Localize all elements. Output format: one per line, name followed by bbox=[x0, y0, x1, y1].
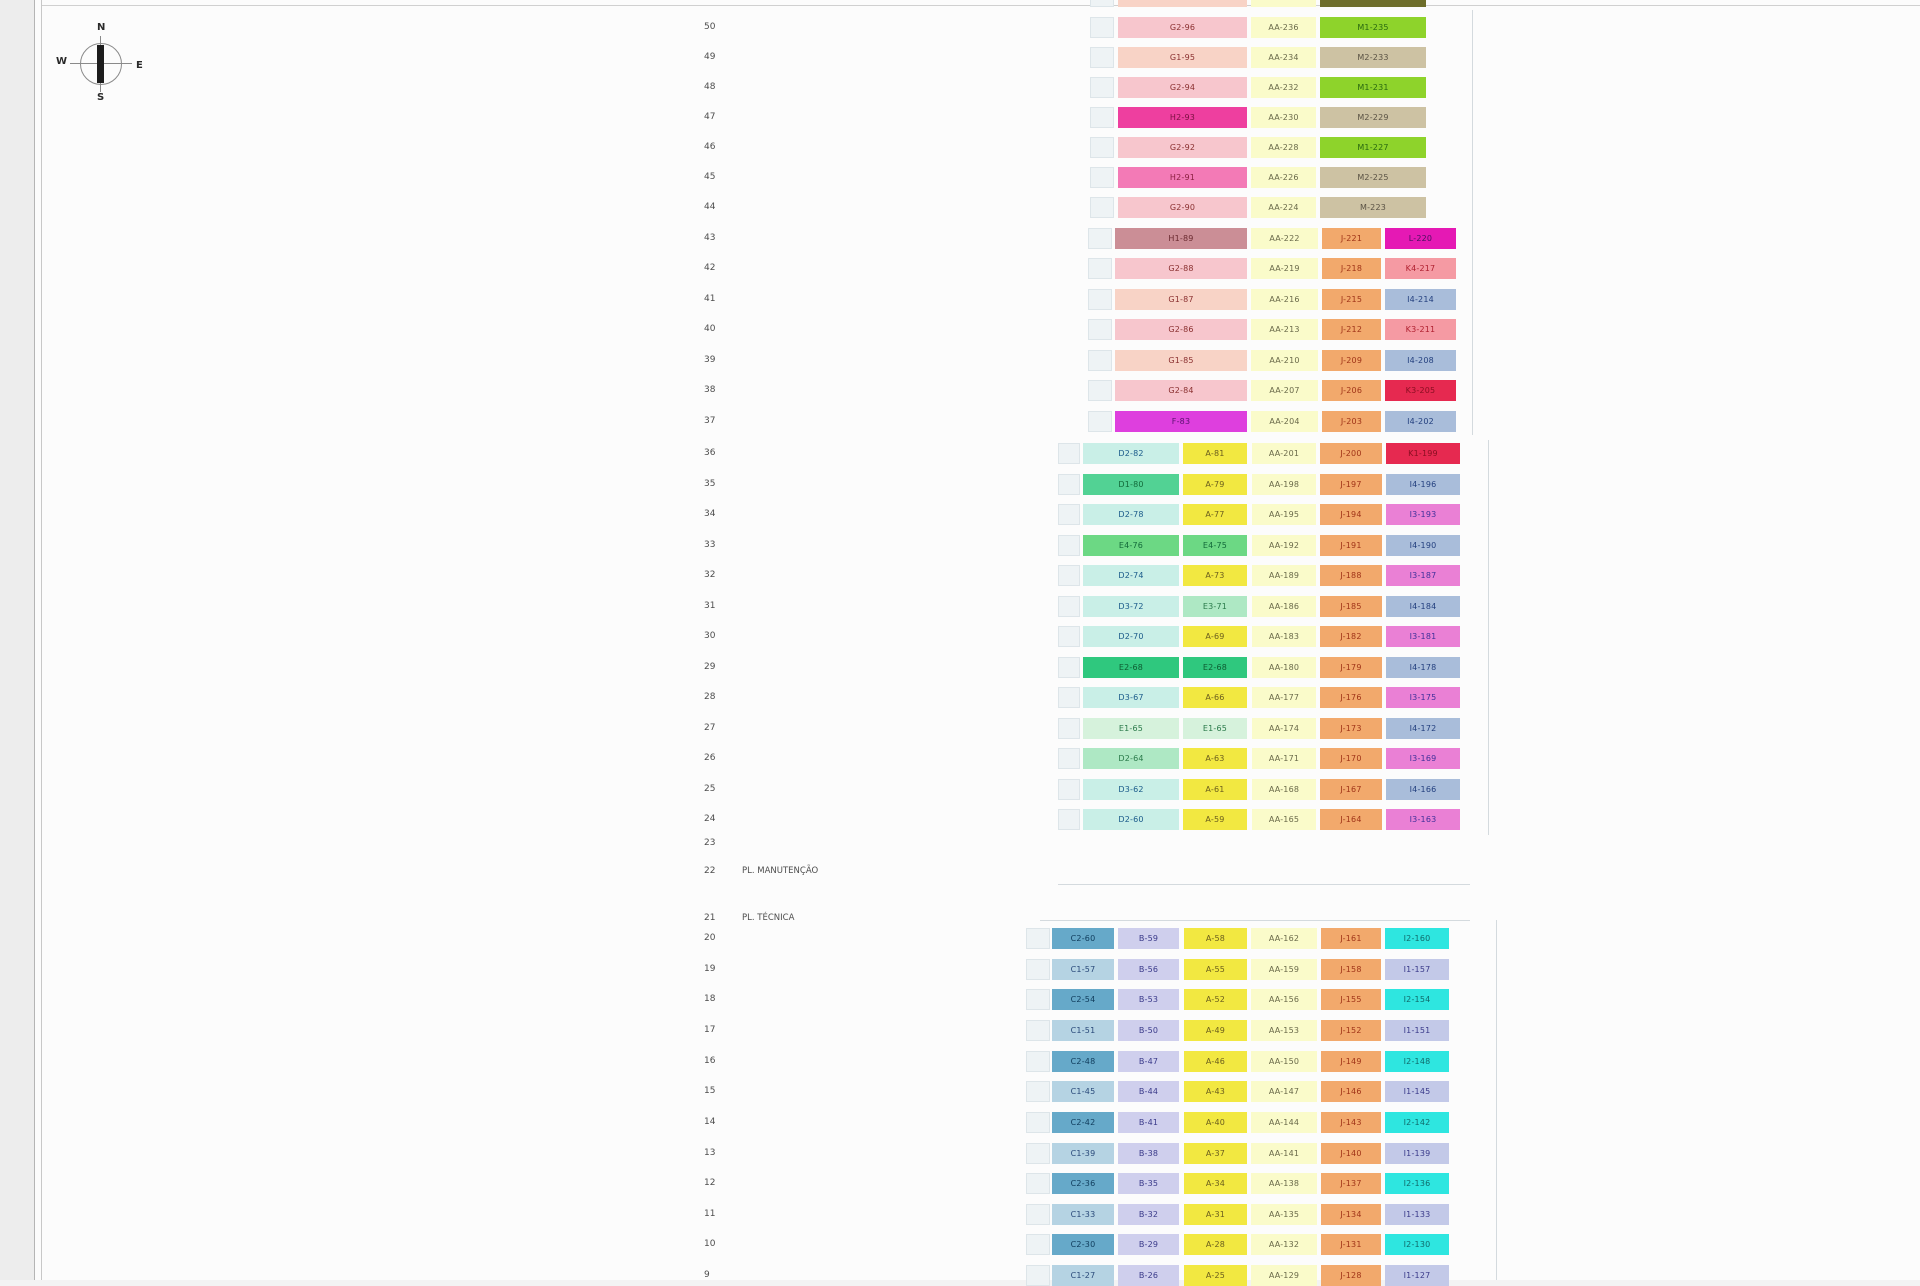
unit-cell: M2-229 bbox=[1320, 107, 1426, 128]
unit-cell: I1-157 bbox=[1385, 959, 1449, 980]
unit-cell: I2-130 bbox=[1385, 1234, 1449, 1255]
unit-cell: AA-147 bbox=[1251, 1081, 1317, 1102]
balcony-outline-cell bbox=[1088, 350, 1112, 371]
unit-cell: H2-93 bbox=[1118, 107, 1247, 128]
unit-cell: H2-91 bbox=[1118, 167, 1247, 188]
building-outline-line bbox=[1496, 920, 1497, 1280]
unit-cell: M1-227 bbox=[1320, 137, 1426, 158]
unit-cell: AA-180 bbox=[1252, 657, 1316, 678]
unit-cell: AA-224 bbox=[1251, 197, 1316, 218]
unit-cell bbox=[1118, 0, 1247, 7]
floor-label: 39 bbox=[704, 355, 716, 365]
unit-cell: I1-145 bbox=[1385, 1081, 1449, 1102]
unit-cell: M2-225 bbox=[1320, 167, 1426, 188]
unit-cell: I2-160 bbox=[1385, 928, 1449, 949]
unit-cell: AA-165 bbox=[1252, 809, 1316, 830]
building-outline-line bbox=[1040, 920, 1470, 921]
unit-cell: J-128 bbox=[1321, 1265, 1381, 1286]
floor-label: 29 bbox=[704, 662, 716, 672]
floor-label: 34 bbox=[704, 509, 716, 519]
unit-cell: M2-233 bbox=[1320, 47, 1426, 68]
unit-cell: D2-70 bbox=[1083, 626, 1179, 647]
balcony-outline-cell bbox=[1090, 167, 1114, 188]
unit-cell: AA-226 bbox=[1251, 167, 1316, 188]
unit-cell: C2-54 bbox=[1052, 989, 1114, 1010]
balcony-outline-cell bbox=[1026, 1143, 1050, 1164]
unit-cell: I3-175 bbox=[1386, 687, 1460, 708]
unit-cell: AA-210 bbox=[1251, 350, 1318, 371]
unit-cell: J-194 bbox=[1320, 504, 1382, 525]
unit-cell: C1-57 bbox=[1052, 959, 1114, 980]
unit-cell: A-59 bbox=[1183, 809, 1247, 830]
sheet-border-top bbox=[42, 5, 1920, 6]
floor-label: 50 bbox=[704, 22, 716, 32]
unit-cell: J-182 bbox=[1320, 626, 1382, 647]
floor-label: 41 bbox=[704, 294, 716, 304]
unit-cell: AA-216 bbox=[1251, 289, 1318, 310]
unit-cell: J-131 bbox=[1321, 1234, 1381, 1255]
unit-cell: AA-222 bbox=[1251, 228, 1318, 249]
balcony-outline-cell bbox=[1058, 443, 1080, 464]
floor-label: 49 bbox=[704, 52, 716, 62]
unit-cell: I4-202 bbox=[1385, 411, 1456, 432]
unit-cell: AA-207 bbox=[1251, 380, 1318, 401]
unit-cell: D2-60 bbox=[1083, 809, 1179, 830]
unit-cell: F-83 bbox=[1115, 411, 1247, 432]
unit-cell: J-155 bbox=[1321, 989, 1381, 1010]
unit-cell: A-34 bbox=[1184, 1173, 1247, 1194]
unit-cell: J-191 bbox=[1320, 535, 1382, 556]
balcony-outline-cell bbox=[1058, 657, 1080, 678]
unit-cell: A-28 bbox=[1184, 1234, 1247, 1255]
unit-cell: J-218 bbox=[1322, 258, 1381, 279]
unit-cell: I1-151 bbox=[1385, 1020, 1449, 1041]
unit-cell: AA-189 bbox=[1252, 565, 1316, 586]
unit-cell: E4-75 bbox=[1183, 535, 1247, 556]
unit-cell: A-49 bbox=[1184, 1020, 1247, 1041]
unit-cell: I4-208 bbox=[1385, 350, 1456, 371]
unit-cell: I4-184 bbox=[1386, 596, 1460, 617]
building-outline-line bbox=[1058, 884, 1470, 885]
unit-cell: I3-193 bbox=[1386, 504, 1460, 525]
unit-cell: J-209 bbox=[1322, 350, 1381, 371]
unit-cell: J-167 bbox=[1320, 779, 1382, 800]
unit-cell: B-38 bbox=[1118, 1143, 1179, 1164]
unit-cell: E4-76 bbox=[1083, 535, 1179, 556]
floor-label: 25 bbox=[704, 784, 716, 794]
sheet-border-line-inner bbox=[41, 0, 42, 1280]
unit-cell: I4-196 bbox=[1386, 474, 1460, 495]
unit-cell: AA-219 bbox=[1251, 258, 1318, 279]
unit-cell: AA-236 bbox=[1251, 17, 1316, 38]
unit-cell: A-79 bbox=[1183, 474, 1247, 495]
unit-cell: G2-96 bbox=[1118, 17, 1247, 38]
unit-cell: I3-163 bbox=[1386, 809, 1460, 830]
unit-cell: D2-74 bbox=[1083, 565, 1179, 586]
unit-cell: AA-144 bbox=[1251, 1112, 1317, 1133]
balcony-outline-cell bbox=[1058, 474, 1080, 495]
unit-cell: I2-136 bbox=[1385, 1173, 1449, 1194]
balcony-outline-cell bbox=[1026, 1265, 1050, 1286]
floor-label: 10 bbox=[704, 1239, 716, 1249]
unit-cell: AA-156 bbox=[1251, 989, 1317, 1010]
compass-south-label: S bbox=[97, 92, 105, 103]
unit-cell: A-43 bbox=[1184, 1081, 1247, 1102]
unit-cell: A-31 bbox=[1184, 1204, 1247, 1225]
balcony-outline-cell bbox=[1026, 1234, 1050, 1255]
unit-cell: D3-67 bbox=[1083, 687, 1179, 708]
unit-cell: A-81 bbox=[1183, 443, 1247, 464]
unit-cell: B-44 bbox=[1118, 1081, 1179, 1102]
floor-label: 37 bbox=[704, 416, 716, 426]
sheet-margin bbox=[0, 0, 34, 1280]
balcony-outline-cell bbox=[1026, 1173, 1050, 1194]
floor-label: 48 bbox=[704, 82, 716, 92]
unit-cell: I2-154 bbox=[1385, 989, 1449, 1010]
unit-cell: A-77 bbox=[1183, 504, 1247, 525]
unit-cell: I1-127 bbox=[1385, 1265, 1449, 1286]
floor-label: 32 bbox=[704, 570, 716, 580]
unit-cell: A-66 bbox=[1183, 687, 1247, 708]
unit-cell: AA-168 bbox=[1252, 779, 1316, 800]
balcony-outline-cell bbox=[1026, 1204, 1050, 1225]
compass-north-label: N bbox=[97, 22, 106, 33]
balcony-outline-cell bbox=[1026, 1020, 1050, 1041]
balcony-outline-cell bbox=[1026, 1081, 1050, 1102]
unit-cell: B-50 bbox=[1118, 1020, 1179, 1041]
unit-cell: J-221 bbox=[1322, 228, 1381, 249]
unit-cell: D3-72 bbox=[1083, 596, 1179, 617]
unit-cell: B-32 bbox=[1118, 1204, 1179, 1225]
floor-label: 14 bbox=[704, 1117, 716, 1127]
compass-needle-icon bbox=[97, 45, 104, 83]
unit-cell: I3-187 bbox=[1386, 565, 1460, 586]
balcony-outline-cell bbox=[1088, 228, 1112, 249]
balcony-outline-cell bbox=[1058, 809, 1080, 830]
unit-cell: A-40 bbox=[1184, 1112, 1247, 1133]
floor-label: 45 bbox=[704, 172, 716, 182]
unit-cell: M-223 bbox=[1320, 197, 1426, 218]
special-floor-label: PL. MANUTENÇÃO bbox=[742, 866, 819, 876]
unit-cell: AA-195 bbox=[1252, 504, 1316, 525]
unit-cell: C2-30 bbox=[1052, 1234, 1114, 1255]
balcony-outline-cell bbox=[1090, 47, 1114, 68]
unit-cell: D2-64 bbox=[1083, 748, 1179, 769]
unit-cell: AA-153 bbox=[1251, 1020, 1317, 1041]
unit-cell: AA-129 bbox=[1251, 1265, 1317, 1286]
unit-cell: I2-148 bbox=[1385, 1051, 1449, 1072]
floor-label: 27 bbox=[704, 723, 716, 733]
unit-cell: J-143 bbox=[1321, 1112, 1381, 1133]
unit-cell: A-69 bbox=[1183, 626, 1247, 647]
unit-cell: C1-27 bbox=[1052, 1265, 1114, 1286]
unit-cell: AA-150 bbox=[1251, 1051, 1317, 1072]
balcony-outline-cell bbox=[1088, 380, 1112, 401]
unit-cell: B-41 bbox=[1118, 1112, 1179, 1133]
unit-cell: AA-138 bbox=[1251, 1173, 1317, 1194]
unit-cell: I4-166 bbox=[1386, 779, 1460, 800]
unit-cell: AA-162 bbox=[1251, 928, 1317, 949]
balcony-outline-cell bbox=[1058, 596, 1080, 617]
unit-cell: B-47 bbox=[1118, 1051, 1179, 1072]
unit-cell: C2-60 bbox=[1052, 928, 1114, 949]
balcony-outline-cell bbox=[1058, 565, 1080, 586]
balcony-outline-cell bbox=[1088, 319, 1112, 340]
unit-cell: J-203 bbox=[1322, 411, 1381, 432]
floor-label: 42 bbox=[704, 263, 716, 273]
floor-label: 12 bbox=[704, 1178, 716, 1188]
unit-cell: I4-190 bbox=[1386, 535, 1460, 556]
unit-cell: J-149 bbox=[1321, 1051, 1381, 1072]
building-outline-line bbox=[1488, 440, 1489, 835]
unit-cell: J-146 bbox=[1321, 1081, 1381, 1102]
unit-cell: A-58 bbox=[1184, 928, 1247, 949]
unit-cell: J-164 bbox=[1320, 809, 1382, 830]
unit-cell: I3-181 bbox=[1386, 626, 1460, 647]
unit-cell: E2-68 bbox=[1083, 657, 1179, 678]
unit-cell: E3-71 bbox=[1183, 596, 1247, 617]
unit-cell: J-188 bbox=[1320, 565, 1382, 586]
floor-label: 46 bbox=[704, 142, 716, 152]
balcony-outline-cell bbox=[1058, 535, 1080, 556]
unit-cell: I4-172 bbox=[1386, 718, 1460, 739]
balcony-outline-cell bbox=[1090, 0, 1114, 7]
floor-label: 23 bbox=[704, 838, 716, 848]
balcony-outline-cell bbox=[1026, 928, 1050, 949]
floor-label: 11 bbox=[704, 1209, 716, 1219]
unit-cell: G1-87 bbox=[1115, 289, 1247, 310]
floor-label: 36 bbox=[704, 448, 716, 458]
unit-cell: B-53 bbox=[1118, 989, 1179, 1010]
unit-cell: AA-141 bbox=[1251, 1143, 1317, 1164]
unit-cell: K1-199 bbox=[1386, 443, 1460, 464]
unit-cell: M1-235 bbox=[1320, 17, 1426, 38]
unit-cell: G2-92 bbox=[1118, 137, 1247, 158]
unit-cell: C1-33 bbox=[1052, 1204, 1114, 1225]
unit-cell: J-212 bbox=[1322, 319, 1381, 340]
floor-label: 38 bbox=[704, 385, 716, 395]
floor-label: 47 bbox=[704, 112, 716, 122]
balcony-outline-cell bbox=[1026, 1051, 1050, 1072]
balcony-outline-cell bbox=[1090, 197, 1114, 218]
unit-cell: J-170 bbox=[1320, 748, 1382, 769]
floor-label: 9 bbox=[704, 1270, 710, 1280]
balcony-outline-cell bbox=[1058, 718, 1080, 739]
unit-cell: B-26 bbox=[1118, 1265, 1179, 1286]
floor-label: 40 bbox=[704, 324, 716, 334]
floor-label: 18 bbox=[704, 994, 716, 1004]
floor-label: 26 bbox=[704, 753, 716, 763]
balcony-outline-cell bbox=[1090, 77, 1114, 98]
unit-cell: G2-84 bbox=[1115, 380, 1247, 401]
unit-cell: J-176 bbox=[1320, 687, 1382, 708]
unit-cell: C1-51 bbox=[1052, 1020, 1114, 1041]
unit-cell: J-161 bbox=[1321, 928, 1381, 949]
floor-label: 31 bbox=[704, 601, 716, 611]
floor-label: 24 bbox=[704, 814, 716, 824]
balcony-outline-cell bbox=[1026, 989, 1050, 1010]
balcony-outline-cell bbox=[1058, 748, 1080, 769]
building-outline-line bbox=[1472, 10, 1473, 435]
unit-cell: K3-205 bbox=[1385, 380, 1456, 401]
unit-cell: G2-94 bbox=[1118, 77, 1247, 98]
unit-cell: I3-169 bbox=[1386, 748, 1460, 769]
unit-cell: C2-36 bbox=[1052, 1173, 1114, 1194]
unit-cell: A-63 bbox=[1183, 748, 1247, 769]
unit-cell: G2-86 bbox=[1115, 319, 1247, 340]
unit-cell: J-152 bbox=[1321, 1020, 1381, 1041]
floor-label: 35 bbox=[704, 479, 716, 489]
unit-cell: I2-142 bbox=[1385, 1112, 1449, 1133]
unit-cell: AA-228 bbox=[1251, 137, 1316, 158]
floor-label: 33 bbox=[704, 540, 716, 550]
unit-cell: J-215 bbox=[1322, 289, 1381, 310]
unit-cell: J-158 bbox=[1321, 959, 1381, 980]
unit-cell: A-73 bbox=[1183, 565, 1247, 586]
unit-cell: AA-177 bbox=[1252, 687, 1316, 708]
unit-cell: D1-80 bbox=[1083, 474, 1179, 495]
unit-cell: M1-231 bbox=[1320, 77, 1426, 98]
floor-label: 22 bbox=[704, 866, 716, 876]
unit-cell: L-220 bbox=[1385, 228, 1456, 249]
unit-cell: J-134 bbox=[1321, 1204, 1381, 1225]
balcony-outline-cell bbox=[1058, 504, 1080, 525]
unit-cell: AA-234 bbox=[1251, 47, 1316, 68]
unit-cell: C1-39 bbox=[1052, 1143, 1114, 1164]
floor-label: 28 bbox=[704, 692, 716, 702]
unit-cell: E1-65 bbox=[1183, 718, 1247, 739]
unit-cell: A-46 bbox=[1184, 1051, 1247, 1072]
floor-label: 17 bbox=[704, 1025, 716, 1035]
balcony-outline-cell bbox=[1088, 289, 1112, 310]
unit-cell: B-59 bbox=[1118, 928, 1179, 949]
unit-cell: I4-178 bbox=[1386, 657, 1460, 678]
unit-cell: B-56 bbox=[1118, 959, 1179, 980]
unit-cell: AA-213 bbox=[1251, 319, 1318, 340]
balcony-outline-cell bbox=[1058, 779, 1080, 800]
unit-cell: AA-159 bbox=[1251, 959, 1317, 980]
unit-cell: D2-82 bbox=[1083, 443, 1179, 464]
compass-rose bbox=[56, 18, 148, 104]
unit-cell bbox=[1320, 0, 1426, 7]
unit-cell: AA-192 bbox=[1252, 535, 1316, 556]
floor-label: 16 bbox=[704, 1056, 716, 1066]
unit-cell: J-185 bbox=[1320, 596, 1382, 617]
unit-cell: K4-217 bbox=[1385, 258, 1456, 279]
balcony-outline-cell bbox=[1090, 17, 1114, 38]
unit-cell: A-55 bbox=[1184, 959, 1247, 980]
unit-cell: C2-42 bbox=[1052, 1112, 1114, 1133]
compass-west-label: W bbox=[56, 56, 68, 67]
unit-cell: AA-230 bbox=[1251, 107, 1316, 128]
unit-cell: G1-95 bbox=[1118, 47, 1247, 68]
unit-cell bbox=[1251, 0, 1316, 7]
unit-cell: AA-232 bbox=[1251, 77, 1316, 98]
balcony-outline-cell bbox=[1088, 258, 1112, 279]
unit-cell: AA-201 bbox=[1252, 443, 1316, 464]
unit-cell: J-140 bbox=[1321, 1143, 1381, 1164]
floor-label: 15 bbox=[704, 1086, 716, 1096]
unit-cell: G2-88 bbox=[1115, 258, 1247, 279]
balcony-outline-cell bbox=[1058, 626, 1080, 647]
unit-cell: A-25 bbox=[1184, 1265, 1247, 1286]
floor-label: 20 bbox=[704, 933, 716, 943]
balcony-outline-cell bbox=[1026, 1112, 1050, 1133]
unit-cell: AA-198 bbox=[1252, 474, 1316, 495]
unit-cell: J-200 bbox=[1320, 443, 1382, 464]
unit-cell: B-29 bbox=[1118, 1234, 1179, 1255]
floor-label: 30 bbox=[704, 631, 716, 641]
unit-cell: AA-135 bbox=[1251, 1204, 1317, 1225]
unit-cell: J-173 bbox=[1320, 718, 1382, 739]
unit-cell: AA-186 bbox=[1252, 596, 1316, 617]
unit-cell: J-179 bbox=[1320, 657, 1382, 678]
unit-cell: G2-90 bbox=[1118, 197, 1247, 218]
unit-cell: E2-68 bbox=[1183, 657, 1247, 678]
floor-label: 21 bbox=[704, 913, 716, 923]
unit-cell: I4-214 bbox=[1385, 289, 1456, 310]
unit-cell: AA-132 bbox=[1251, 1234, 1317, 1255]
unit-cell: A-61 bbox=[1183, 779, 1247, 800]
unit-cell: J-137 bbox=[1321, 1173, 1381, 1194]
balcony-outline-cell bbox=[1090, 137, 1114, 158]
unit-cell: AA-171 bbox=[1252, 748, 1316, 769]
unit-cell: I1-139 bbox=[1385, 1143, 1449, 1164]
unit-cell: AA-204 bbox=[1251, 411, 1318, 432]
floor-label: 43 bbox=[704, 233, 716, 243]
unit-cell: J-206 bbox=[1322, 380, 1381, 401]
floor-label: 44 bbox=[704, 202, 716, 212]
unit-cell: I1-133 bbox=[1385, 1204, 1449, 1225]
balcony-outline-cell bbox=[1058, 687, 1080, 708]
unit-cell: K3-211 bbox=[1385, 319, 1456, 340]
unit-cell: C1-45 bbox=[1052, 1081, 1114, 1102]
balcony-outline-cell bbox=[1090, 107, 1114, 128]
unit-cell: A-37 bbox=[1184, 1143, 1247, 1164]
unit-cell: AA-174 bbox=[1252, 718, 1316, 739]
unit-cell: H1-89 bbox=[1115, 228, 1247, 249]
unit-cell: D2-78 bbox=[1083, 504, 1179, 525]
unit-cell: G1-85 bbox=[1115, 350, 1247, 371]
unit-cell: AA-183 bbox=[1252, 626, 1316, 647]
unit-cell: B-35 bbox=[1118, 1173, 1179, 1194]
unit-cell: C2-48 bbox=[1052, 1051, 1114, 1072]
floor-label: 19 bbox=[704, 964, 716, 974]
sheet-border-line bbox=[34, 0, 35, 1280]
special-floor-label: PL. TÉCNICA bbox=[742, 913, 795, 923]
compass-east-label: E bbox=[136, 60, 143, 71]
unit-cell: E1-65 bbox=[1083, 718, 1179, 739]
balcony-outline-cell bbox=[1026, 959, 1050, 980]
unit-cell: A-52 bbox=[1184, 989, 1247, 1010]
unit-cell: J-197 bbox=[1320, 474, 1382, 495]
balcony-outline-cell bbox=[1088, 411, 1112, 432]
unit-cell: D3-62 bbox=[1083, 779, 1179, 800]
floor-label: 13 bbox=[704, 1148, 716, 1158]
